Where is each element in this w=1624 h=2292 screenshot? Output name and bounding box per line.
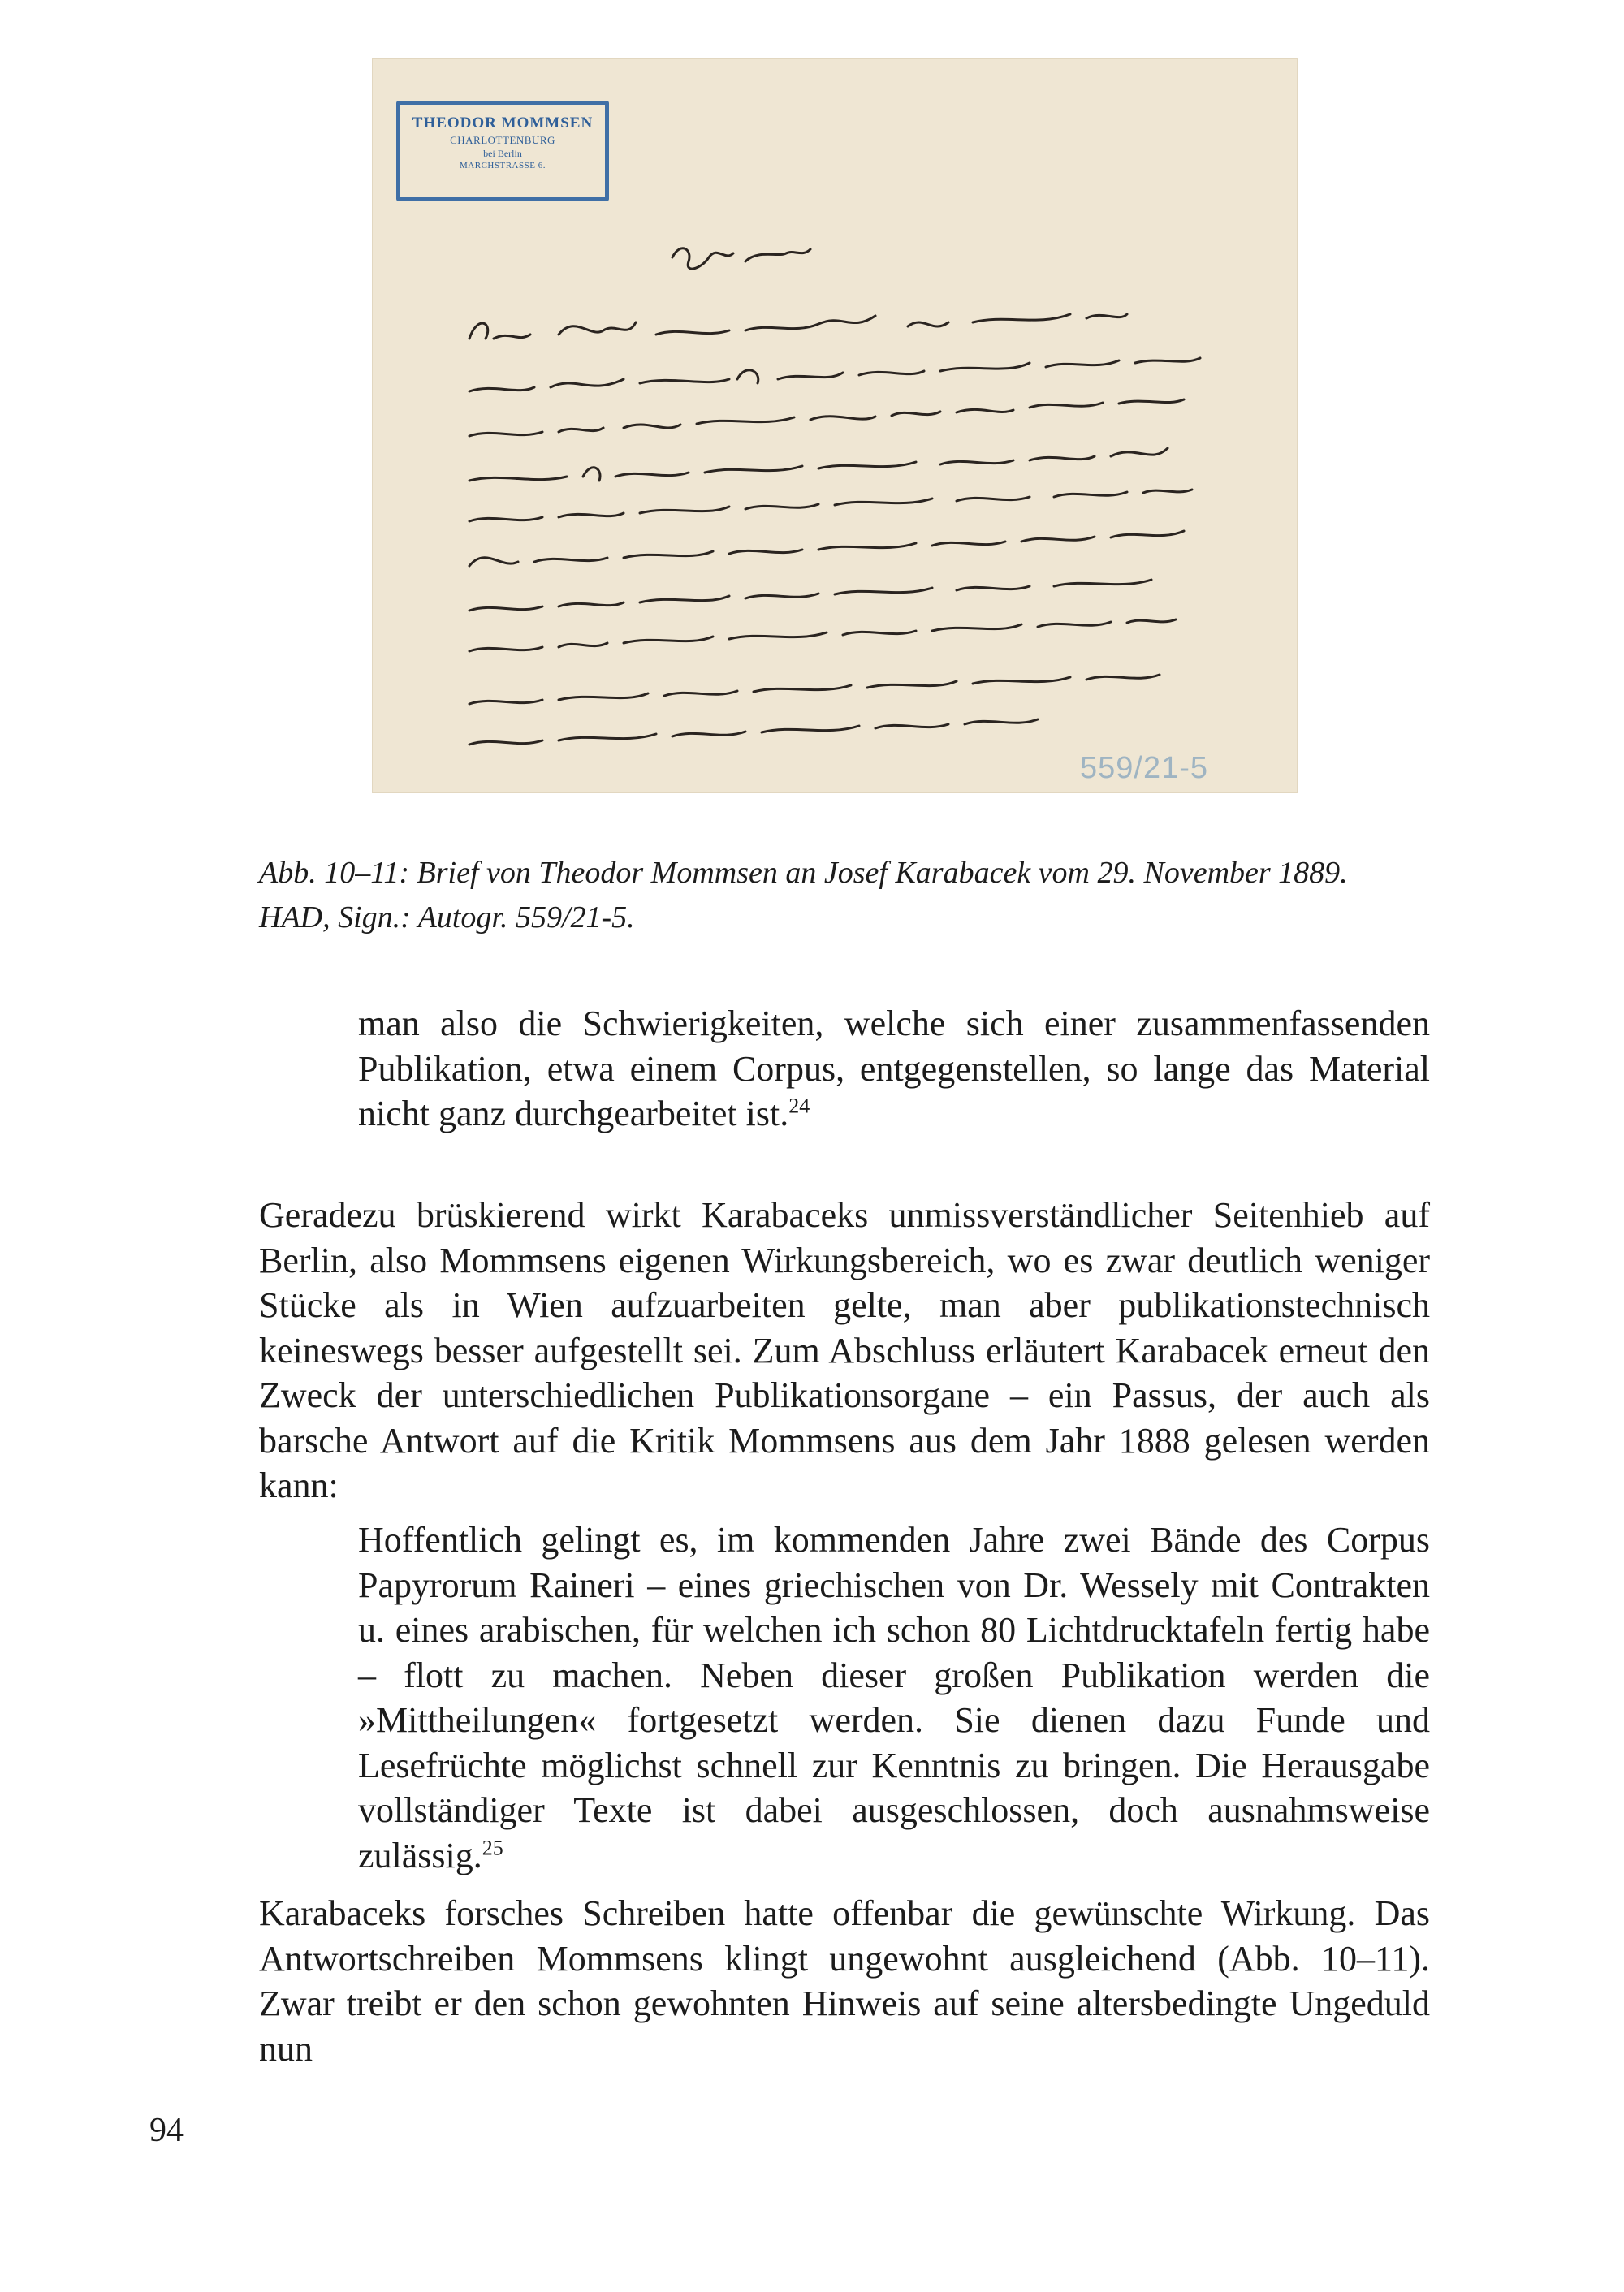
footnote-ref-24[interactable]: 24 [788,1094,810,1118]
caption-line-2: HAD, Sign.: Autogr. 559/21-5. [259,900,635,934]
quote-2-text: Hoffentlich gelingt es, im kommenden Jahre zwei Bände des Corpus Papyrorum Raineri – eines griechischen von Dr. Wessely mit Contrakten u. eines arabischen, für welchen ich schon 80 Lichtdrucktafeln fertig habe – flott zu machen. Neben dieser großen Publikation werden die »Mittheilungen« fortgesetzt werden. Sie dienen dazu Funde und Lesefrüchte möglichst schnell zur Kenntnis zu bringen. Die Herausgabe vollständiger Texte ist dabei ausgeschlossen, doch ausnahmsweise zulässig. [358,1520,1430,1875]
letter-image [372,58,1298,793]
stamp-line: CHARLOTTENBURG [450,134,555,146]
footnote-ref-25[interactable]: 25 [482,1835,503,1859]
block-quote-2 [358,1517,1430,1878]
caption-line-1: Abb. 10–11: Brief von Theodor Mommsen an Josef Karabacek vom 29. November 1889. [259,856,1348,890]
archive-mark: 559/21-5 [1080,751,1209,785]
quote-1-text: man also die Schwierigkeiten, welche sich einer zusammenfassenden Publikation, etwa einem Corpus, entgegenstellen, so lange das Material nicht ganz durchgearbeitet ist. [358,1004,1430,1133]
stamp-line: THEODOR MOMMSEN [412,114,594,132]
block-quote-1 [358,1001,1430,1137]
paragraph-1: Geradezu brüskierend wirkt Karabaceks unmissverständlicher Seitenhieb auf Berlin, also Mommsens eigenen Wirkungsbereich, wo es zwar deutlich weniger Stücke als in Wien aufzuarbeiten gelte, man aber publikationstechnisch keineswegs besser aufgestellt sei. Zum Abschluss erläutert Karabacek erneut den Zweck der unterschiedlichen Publikationsorgane – ein Passus, der auch als barsche Antwort auf die Kritik Mommsens aus dem Jahr 1888 gelesen werden kann: [259,1195,1430,1505]
figure-caption [259,851,1428,940]
paragraph-2: Karabaceks forsches Schreiben hatte offenbar die gewünschte Wirkung. Das Antwortschreiben Mommsens klingt ungewohnt ausgleichend (Abb. 10–11). Zwar treibt er den schon gewohnten Hinweis auf seine altersbedingte Ungeduld nun [259,1893,1430,2069]
page-number: 94 [149,2112,184,2149]
address-stamp [396,101,609,201]
stamp-line: MARCHSTRASSE 6. [460,161,546,170]
stamp-line: bei Berlin [483,148,522,159]
